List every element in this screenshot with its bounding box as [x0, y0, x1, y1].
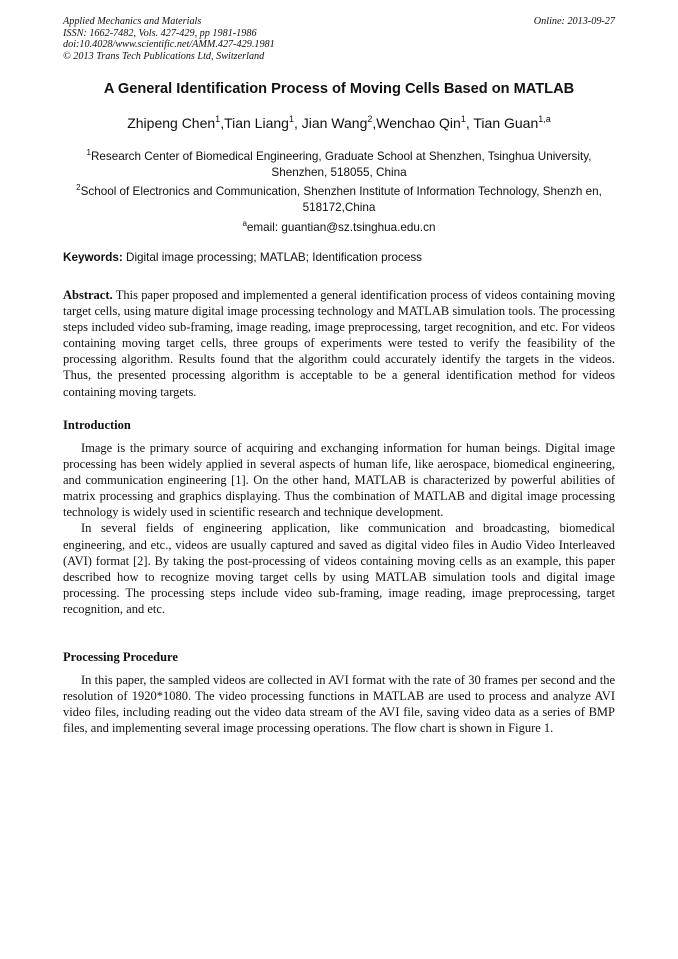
abstract — [63, 287, 615, 400]
email-text: email: guantian@sz.tsinghua.edu.cn — [246, 221, 436, 234]
introduction-body — [63, 440, 615, 617]
author-sup: 1 — [215, 114, 221, 124]
author-name: Wenchao Qin — [376, 115, 461, 131]
paragraph: Image is the primary source of acquiring and exchanging information for human beings. Digital image processing has been widely applied in several aspects of human life, like aerospace, biomedical engineering, and communication engineering [1]. On the other hand, MATLAB is characterized by powerful abilities of matrix processing and graphics displaying. Thus the combination of MATLAB and digital image processing technology is widely used in scientific research and technique development. — [63, 441, 615, 520]
author-sup: 1 — [288, 114, 294, 124]
journal-name: Applied Mechanics and Materials — [63, 16, 202, 27]
affiliation-2 — [63, 180, 615, 216]
author-list: Zhipeng Chen$^1$,Tian Liang$^1$, Jian Wang$^2$,Wenchao Qin$^1$, Tian Guan$^{1,a}$ — [127, 114, 551, 131]
keywords-text: Digital image processing; MATLAB; Identification process — [126, 251, 423, 264]
journal-header — [63, 16, 615, 62]
processing-procedure-body — [63, 672, 615, 736]
keywords-label: Keywords: — [63, 251, 123, 264]
section-heading-introduction: Introduction — [63, 418, 131, 432]
author-name: Tian Liang — [224, 115, 289, 131]
author-sup: 1 — [460, 114, 466, 124]
affiliation-sup: 2 — [76, 183, 81, 192]
issn-line: ISSN: 1662-7482, Vols. 427-429, pp 1981-1986 — [63, 27, 257, 39]
contact-email — [63, 216, 615, 236]
affiliation-text: Research Center of Biomedical Engineering, Graduate School at Shenzhen, Tsinghua University, Shenzhen, 518055, China — [90, 150, 592, 179]
paragraph: In several fields of engineering application, like communication and broadcasting, biomedical engineering, and etc., videos are usually captured and saved as digital video files in Audio Video Interleaved (AVI) format [2]. By taking the post-processing of videos containing moving cells as an example, this paper described how to recognize moving target cells by using MATLAB simulation tools and digital image processing. The processing steps include video sub-framing, image reading, image preprocessing, target recognition, and etc. — [63, 521, 615, 616]
doi-line: doi:10.4028/www.scientific.net/AMM.427-429.1981 — [63, 39, 275, 51]
paper-title: A General Identification Process of Moving Cells Based on MATLAB — [103, 81, 575, 97]
abstract-label: Abstract. — [63, 288, 113, 302]
author-name: Jian Wang — [301, 115, 368, 131]
author-name: Tian Guan — [473, 115, 539, 131]
affiliation-1 — [63, 145, 615, 181]
affiliation-text: School of Electronics and Communication, Shenzhen Institute of Information Technology, Shenzh en, 518172,China — [80, 185, 602, 214]
section-heading-processing-procedure: Processing Procedure — [63, 650, 178, 664]
affiliation-sup: 1 — [86, 148, 91, 157]
copyright-line: © 2013 Trans Tech Publications Ltd, Switzerland — [63, 50, 265, 62]
author-sup: 1,a — [538, 114, 551, 124]
author-sup: 2 — [367, 114, 373, 124]
abstract-text: This paper proposed and implemented a general identification process of videos containing moving target cells, using mature digital image processing technology and MATLAB simulation tools. The processing steps included video sub-framing, image reading, image preprocessing, target recognition, and etc. For videos containing moving target cells, three groups of experiments were tested to verify the feasibility of the processing algorithm. Results found that the algorithm could accurately identify the targets in the videos. Thus, the presented processing algorithm is acceptable to be a general identification method for videos containing moving targets. — [63, 288, 615, 399]
paragraph: In this paper, the sampled videos are collected in AVI format with the rate of 30 frames per second and the resolution of 1920*1080. The video processing functions in MATLAB are used to process and analyze AVI video files, including reading out the video data stream of the AVI file, saving video data as a series of BMP files, and implementing several image processing operations. The flow chart is shown in Figure 1. — [63, 673, 615, 736]
author-name: Zhipeng Chen — [127, 115, 216, 131]
online-date: Online: 2013-09-27 — [533, 16, 615, 27]
keywords — [63, 251, 615, 264]
email-sup: a — [242, 219, 247, 228]
